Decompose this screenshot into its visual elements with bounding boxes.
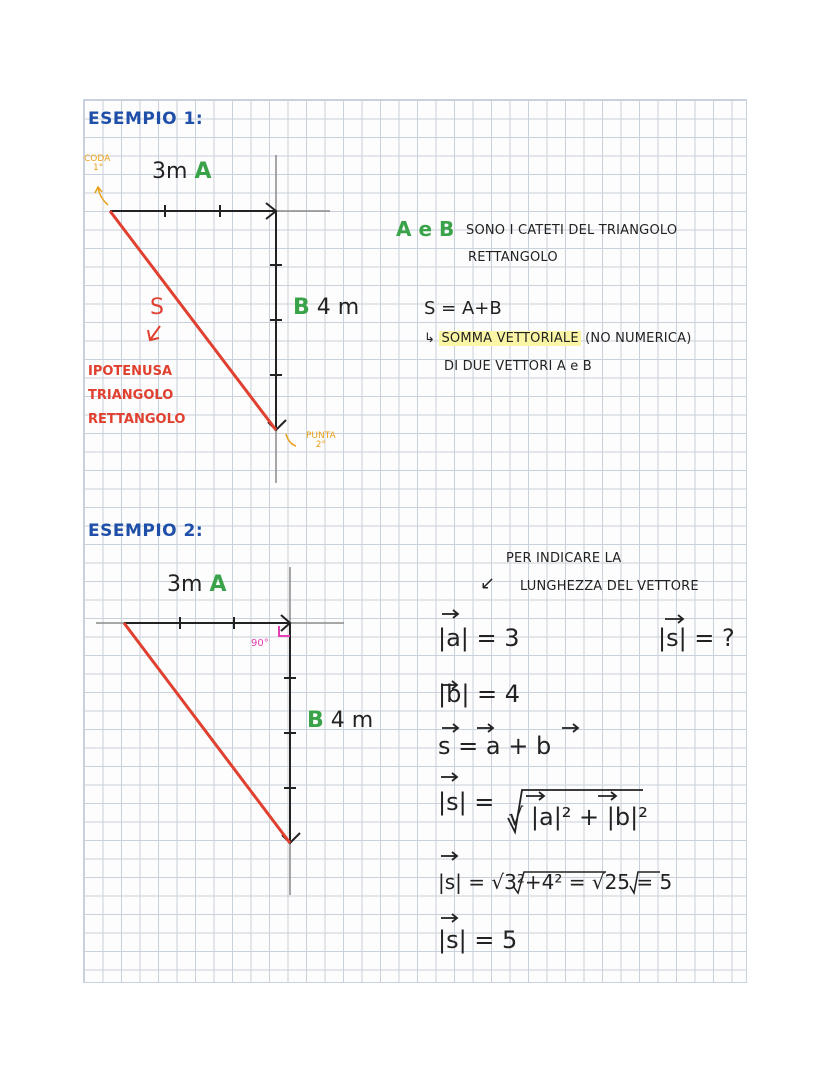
ex1-note-line4: DI DUE VETTORI A e B bbox=[444, 359, 592, 374]
ex2-note-line2: LUNGHEZZA DEL VETTORE bbox=[520, 579, 699, 594]
ex1-note-line3-rest: (NO NUMERICA) bbox=[585, 331, 692, 346]
ex2-eq6: |s| = 5 bbox=[438, 926, 518, 954]
ex1-note-line2: RETTANGOLO bbox=[468, 250, 558, 265]
ex2-eq5: |s| = √3²+4² = √25 = 5 bbox=[438, 870, 673, 894]
ex2-note-arrow-icon: ↙ bbox=[480, 573, 496, 594]
ex1-vector-a-label bbox=[152, 161, 211, 183]
ex2-vector-b-name: B bbox=[307, 708, 324, 733]
ex2-vector-a-magnitude: 3m bbox=[167, 572, 203, 597]
ex1-vector-b-name: B bbox=[293, 295, 310, 320]
ex1-note-sum: S = A+B bbox=[424, 298, 502, 319]
ex1-vector-a bbox=[110, 203, 276, 219]
ex1-tail-label-line1: CODA bbox=[84, 154, 111, 164]
ex1-vector-s-label: S bbox=[150, 295, 164, 320]
ex1-note-ab: A e B bbox=[396, 217, 455, 241]
ex1-note-line3 bbox=[424, 332, 691, 345]
ex1-hypotenuse-line2: TRIANGOLO bbox=[88, 388, 174, 403]
ex1-tail-label-line2: 1° bbox=[93, 163, 104, 173]
ex1-vector-a-name: A bbox=[194, 159, 212, 184]
ex1-tail-arrow-icon bbox=[98, 188, 108, 205]
ex2-eq-s: |s| = ? bbox=[658, 624, 735, 652]
ex2-vector-s bbox=[124, 623, 290, 843]
ex2-eq4-root: √ |a|² + |b|² bbox=[508, 803, 648, 831]
ex1-vector-b bbox=[268, 211, 286, 430]
ex1-note-line1: SONO I CATETI DEL TRIANGOLO bbox=[466, 223, 678, 238]
ex2-eq2: |b| = 4 bbox=[438, 680, 521, 708]
ex1-head-label-line2: 2° bbox=[315, 440, 326, 450]
ex1-s-arrow-icon bbox=[148, 326, 160, 340]
ex2-vector-b-magnitude: 4 m bbox=[330, 708, 374, 733]
ex2-note-line1: PER INDICARE LA bbox=[506, 551, 622, 566]
ex2-vector-a bbox=[124, 615, 290, 631]
ex2-eq4-left: |s| = bbox=[438, 788, 495, 816]
ex2-eq3: s = a + b bbox=[438, 732, 552, 760]
ex1-hypotenuse-line3: RETTANGOLO bbox=[88, 412, 186, 427]
ex2-eq1: |a| = 3 bbox=[438, 624, 520, 652]
ex1-tail-label bbox=[84, 155, 110, 173]
ex1-head-label-line1: PUNTA bbox=[306, 431, 336, 441]
ex1-head-label bbox=[306, 432, 336, 450]
ex1-vector-b-magnitude: 4 m bbox=[316, 295, 360, 320]
example2-title: ESEMPIO 2: bbox=[88, 521, 204, 541]
example1-title: ESEMPIO 1: bbox=[88, 109, 204, 129]
ex1-hypotenuse-label bbox=[88, 360, 185, 432]
ex1-vector-b-label bbox=[293, 297, 359, 319]
ex1-head-arrow-icon bbox=[286, 434, 296, 446]
ex2-vector-b bbox=[282, 623, 300, 843]
ex1-note-highlight: SOMMA VETTORIALE bbox=[441, 331, 579, 346]
ex2-vector-a-label bbox=[167, 574, 226, 596]
ex2-vector-b-label bbox=[307, 710, 373, 732]
ex2-vector-a-name: A bbox=[209, 572, 227, 597]
ex1-note-arrow-icon: ↳ bbox=[424, 331, 436, 346]
ex1-hypotenuse-line1: IPOTENUSA bbox=[88, 364, 173, 379]
ex1-vector-a-magnitude: 3m bbox=[152, 159, 188, 184]
ex2-angle-label: 90° bbox=[251, 638, 269, 649]
